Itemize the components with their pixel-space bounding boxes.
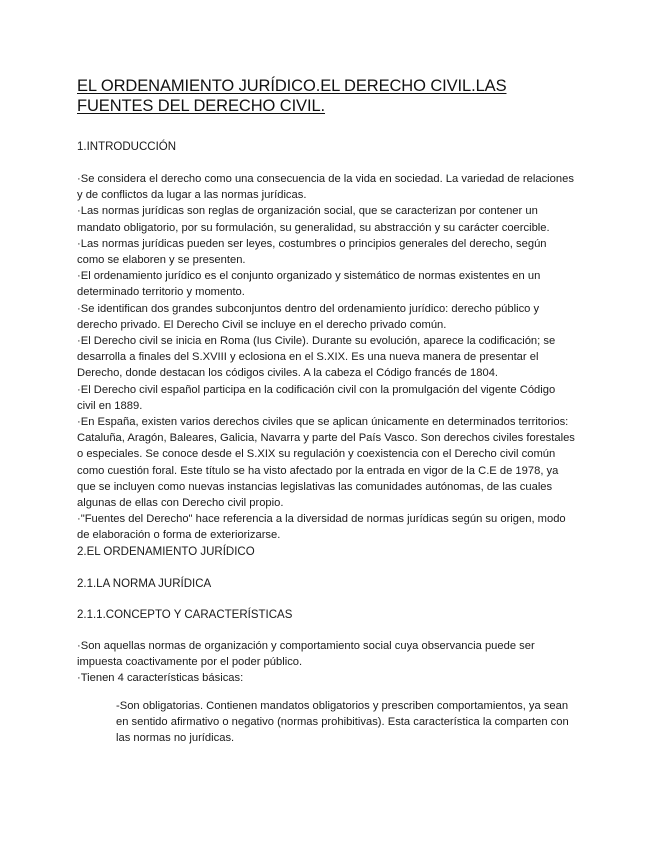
paragraph: ·Tienen 4 características básicas: bbox=[77, 672, 244, 685]
paragraph: ·En España, existen varios derechos civiles que se aplican únicamente en determinados territorios: Cataluña, Aragón, Baleares, Galicia, Navarra y parte del País Vasco. Son derechos civiles forestales o especiales. Se conoce desde el S.XIX su regulación y coexistencia con el Derecho civil común como cuestión foral. Este título se ha visto afectado por la entrada en vigor de la C.E de 1978, ya que se incluyen como nuevas instancias legislativas las comunidades autónomas, de las cuales algunas de ellas con Derecho civil propio. bbox=[77, 416, 575, 510]
section-heading-ordenamiento: 2.EL ORDENAMIENTO JURÍDICO bbox=[77, 546, 255, 558]
paragraph: ·Las normas jurídicas pueden ser leyes, costumbres o principios generales del derecho, según como se elaboren y se presenten. bbox=[77, 237, 547, 267]
indented-paragraph: -Son obligatorias. Contienen mandatos obligatorios y prescriben comportamientos, ya sean en sentido afirmativo o negativo (normas prohibitivas). Esta característica la comparten con las normas no jurídicas. bbox=[116, 700, 569, 745]
section-heading-concepto: 2.1.1.CONCEPTO Y CARACTERÍSTICAS bbox=[77, 609, 293, 621]
paragraph: ·El ordenamiento jurídico es el conjunto organizado y sistemático de normas existentes en un determinado territorio y momento. bbox=[77, 270, 541, 299]
section-heading-norma-juridica: 2.1.LA NORMA JURÍDICA bbox=[77, 578, 212, 590]
section-heading-introduccion: 1.INTRODUCCIÓN bbox=[77, 141, 177, 153]
document-title: EL ORDENAMIENTO JURÍDICO.EL DERECHO CIVIL.LAS FUENTES DEL DERECHO CIVIL. bbox=[77, 77, 507, 115]
paragraph: ·El Derecho civil español participa en la codificación civil con la promulgación del vigente Código civil en 1889. bbox=[77, 383, 556, 412]
concepto-paragraphs bbox=[77, 638, 575, 687]
intro-paragraphs bbox=[77, 171, 575, 544]
paragraph: ·Se considera el derecho como una consecuencia de la vida en sociedad. La variedad de relaciones y de conflictos da lugar a las normas jurídicas. bbox=[77, 173, 574, 202]
paragraph: ·Las normas jurídicas son reglas de organización social, que se caracterizan por contener un mandato obligatorio, por su formulación, su generalidad, su abstracción y su carácter coercible. bbox=[77, 205, 550, 234]
paragraph: ·"Fuentes del Derecho" hace referencia a la diversidad de normas jurídicas según su origen, modo de elaboración o forma de exteriorizarse. bbox=[77, 513, 566, 542]
paragraph: ·El Derecho civil se inicia en Roma (Ius Civile). Durante su evolución, aparece la codificación; se desarrolla a finales del S.XVIII y eclosiona en el S.XIX. Es una nueva manera de presentar el Derecho, donde destacan los códigos civiles. A la cabeza el Código francés de 1804. bbox=[77, 335, 556, 380]
paragraph: ·Son aquellas normas de organización y comportamiento social cuya observancia puede ser impuesta coactivamente por el poder público. bbox=[77, 640, 535, 669]
paragraph: ·Se identifican dos grandes subconjuntos dentro del ordenamiento jurídico: derecho público y derecho privado. El Derecho Civil se incluye en el derecho privado común. bbox=[77, 302, 540, 331]
